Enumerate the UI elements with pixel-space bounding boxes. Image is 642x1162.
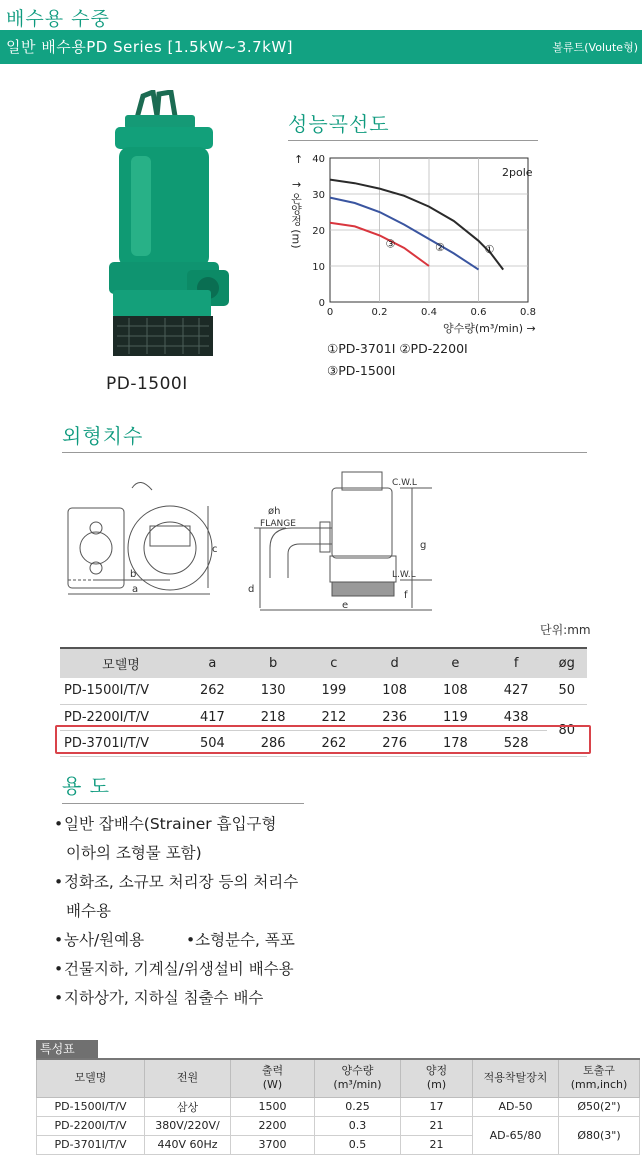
dim-label-e: e	[342, 600, 349, 611]
col-header-a: a	[182, 648, 243, 678]
list-item: •소형분수, 폭포	[186, 931, 295, 949]
cell-d: 108	[364, 678, 425, 704]
cell-a: 417	[182, 704, 243, 730]
performance-title: 성능곡선도	[288, 112, 390, 136]
volute-type-label: 볼류트(Volute형)	[552, 41, 638, 54]
performance-title-rule	[288, 140, 538, 141]
cell-model: PD-2200I/T/V	[60, 704, 182, 730]
cell-e: 178	[425, 730, 486, 756]
list-item: • 건물지하, 기계실/위생설비 배수용	[54, 955, 314, 984]
spec-header-head: 양정 (m)	[401, 1059, 473, 1097]
cell-e: 119	[425, 704, 486, 730]
series-banner	[0, 30, 642, 64]
y-tick-label: 10	[312, 262, 325, 273]
dim-label-lwl: L.W.L	[392, 570, 416, 580]
spec-cell-head: 21	[401, 1116, 473, 1135]
col-header-d: d	[364, 648, 425, 678]
spec-header-output: 출력 (W)	[231, 1059, 315, 1097]
x-tick-label: 0.2	[371, 307, 388, 318]
spec-cell-device: AD-65/80	[473, 1116, 559, 1154]
list-item-row	[54, 926, 314, 955]
spec-header-outlet: 토출구 (mm,inch)	[559, 1059, 640, 1097]
cell-f: 438	[486, 704, 547, 730]
list-item: • 일반 잡배수(Strainer 흡입구형	[54, 810, 314, 839]
y-axis-label: ↑ 온양정 (m)	[289, 180, 303, 249]
spec-cell-output: 2200	[231, 1116, 315, 1135]
spec-cell-flow: 0.3	[315, 1116, 401, 1135]
table-row	[37, 1116, 640, 1135]
cell-a: 262	[182, 678, 243, 704]
spec-header-power: 전원	[145, 1059, 231, 1097]
series-label-3: ③	[385, 237, 396, 251]
pump-model-label: PD-1500I	[106, 374, 188, 394]
series-label-1: ①	[484, 242, 495, 256]
cell-c: 262	[304, 730, 365, 756]
y-tick-label: 30	[312, 190, 325, 201]
highlight-box	[55, 725, 591, 754]
dim-label-cwl: C.W.L	[392, 478, 417, 488]
spec-header-flow: 양수량 (m³/min)	[315, 1059, 401, 1097]
pump-image	[95, 90, 240, 365]
x-tick-label: 0.8	[520, 307, 536, 318]
list-item-cont: 이하의 조형물 포함)	[66, 844, 202, 862]
dim-label-b: b	[130, 569, 137, 580]
spec-header-model: 모델명	[37, 1059, 145, 1097]
cell-b: 130	[243, 678, 304, 704]
spec-cell-flow: 0.5	[315, 1135, 401, 1154]
x-tick-label: 0.4	[421, 307, 437, 318]
list-item: • 정화조, 소규모 처리장 등의 처리수	[54, 868, 314, 897]
col-header-e: e	[425, 648, 486, 678]
dim-label-flange: FLANGE	[260, 519, 296, 529]
series-label-2: ②	[435, 241, 445, 254]
cell-model: PD-1500I/T/V	[60, 678, 182, 704]
dim-label-g: g	[420, 540, 427, 551]
dimension-drawing	[60, 468, 440, 618]
spec-cell-flow: 0.25	[315, 1097, 401, 1116]
spec-header-device: 적용착탈장치	[473, 1059, 559, 1097]
uses-title-rule	[62, 803, 304, 804]
spec-cell-head: 21	[401, 1135, 473, 1154]
uses-title: 용 도	[62, 774, 110, 798]
col-header-g: øg	[547, 648, 588, 678]
dimensions-title-rule	[62, 452, 587, 453]
cell-b: 286	[243, 730, 304, 756]
spec-cell-power: 380V/220V/	[145, 1116, 231, 1135]
cell-c: 199	[304, 678, 365, 704]
cell-d: 276	[364, 730, 425, 756]
spec-cell-head: 17	[401, 1097, 473, 1116]
spec-cell-power: 440V 60Hz	[145, 1135, 231, 1154]
pole-annotation: 2pole	[502, 166, 533, 179]
cell-g-merged: 80	[547, 704, 588, 756]
dim-label-f: f	[404, 590, 408, 601]
x-tick-label: 0.6	[470, 307, 487, 318]
cell-b: 218	[243, 704, 304, 730]
cell-d: 236	[364, 704, 425, 730]
uses-list	[54, 810, 314, 1013]
unit-label: 단위:mm	[540, 623, 591, 637]
spec-cell-output: 3700	[231, 1135, 315, 1154]
y-tick-label: 0	[318, 298, 325, 309]
col-header-b: b	[243, 648, 304, 678]
cell-f: 427	[486, 678, 547, 704]
col-header-c: c	[304, 648, 365, 678]
spec-table	[36, 1058, 640, 1155]
table-row	[37, 1097, 640, 1116]
table-row	[60, 678, 587, 704]
spec-cell-power: 삼상	[145, 1097, 231, 1116]
spec-cell-device: AD-50	[473, 1097, 559, 1116]
spec-tab: 특성표	[36, 1040, 98, 1058]
list-item-cont: 배수용	[66, 902, 111, 920]
cell-f: 528	[486, 730, 547, 756]
dim-label-a: a	[132, 584, 139, 595]
y-tick-label: 40	[312, 154, 325, 165]
dim-label-c: c	[212, 544, 218, 555]
legend-line-1: ①PD-3701I ②PD-2200I	[327, 341, 468, 356]
cell-c: 212	[304, 704, 365, 730]
series-subtitle: 일반 배수용PD Series [1.5kW~3.7kW]	[6, 38, 293, 56]
dim-label-phi-h: øh	[268, 506, 281, 517]
col-header-f: f	[486, 648, 547, 678]
list-item: 농사/원예용	[64, 931, 145, 949]
spec-cell-model: PD-1500I/T/V	[37, 1097, 145, 1116]
cell-model: PD-3701I/T/V	[60, 730, 182, 756]
y-axis-arrow: ↑	[294, 153, 304, 166]
cell-e: 108	[425, 678, 486, 704]
page-title: 배수용 수중	[6, 8, 110, 30]
list-item: • 지하상가, 지하실 침출수 배수	[54, 984, 314, 1013]
x-axis-label: 양수량(m³/min) →	[443, 322, 536, 335]
y-tick-label: 20	[312, 226, 325, 237]
spec-cell-outlet: Ø50(2")	[559, 1097, 640, 1116]
spec-cell-model: PD-3701I/T/V	[37, 1135, 145, 1154]
spec-cell-model: PD-2200I/T/V	[37, 1116, 145, 1135]
x-tick-label: 0	[326, 307, 334, 318]
cell-a: 504	[182, 730, 243, 756]
col-header-model: 모델명	[60, 648, 182, 678]
dim-label-d: d	[248, 584, 255, 595]
spec-cell-output: 1500	[231, 1097, 315, 1116]
dimensions-title: 외형치수	[62, 424, 144, 448]
spec-cell-outlet: Ø80(3")	[559, 1116, 640, 1154]
cell-g: 50	[547, 678, 588, 704]
performance-chart	[280, 150, 550, 340]
legend-line-2: ③PD-1500I	[327, 363, 396, 378]
